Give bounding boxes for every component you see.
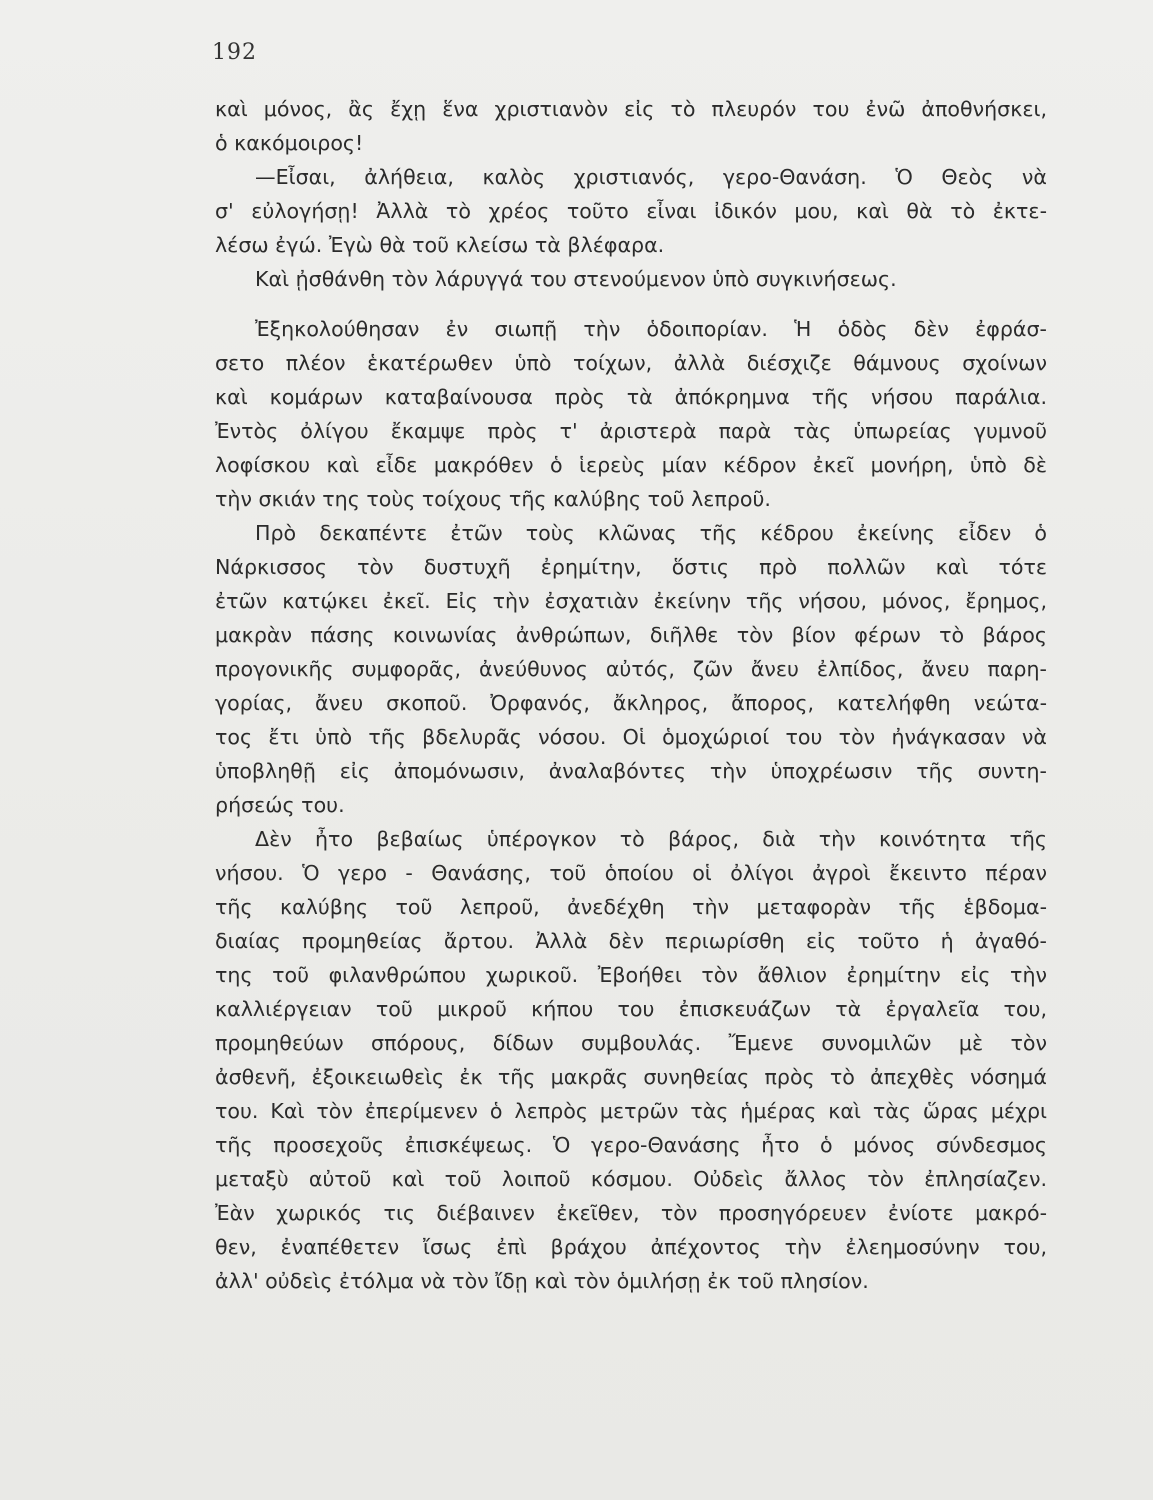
text-line: της τοῦ φιλανθρώπου χωρικοῦ. Ἐβοήθει τὸν ἄθλιον ἐρημίτην εἰς τὴν bbox=[215, 963, 1047, 987]
text-line: Δὲν ἦτο βεβαίως ὑπέρογκον τὸ βάρος, διὰ τὴν κοινότητα τῆς bbox=[255, 827, 1047, 851]
text-line: τος ἔτι ὑπὸ τῆς βδελυρᾶς νόσου. Οἱ ὁμοχώριοί του τὸν ἠνάγκασαν νὰ bbox=[215, 725, 1047, 749]
text-line: καὶ μόνος, ἂς ἔχῃ ἕνα χριστιανὸν εἰς τὸ πλευρόν του ἐνῶ ἀποθνήσκει, bbox=[215, 97, 1047, 121]
text-line: Ἐὰν χωρικός τις διέβαινεν ἐκεῖθεν, τὸν προσηγόρευεν ἐνίοτε μακρό- bbox=[215, 1201, 1047, 1225]
text-line: διαίας προμηθείας ἄρτου. Ἀλλὰ δὲν περιωρίσθη εἰς τοῦτο ἡ ἀγαθό- bbox=[215, 929, 1047, 953]
paragraph bbox=[215, 822, 1047, 1298]
text-line: ὁ κακόμοιρος! bbox=[215, 131, 364, 155]
text-line: τῆς καλύβης τοῦ λεπροῦ, ἀνεδέχθη τὴν μεταφορὰν τῆς ἑβδομα- bbox=[215, 895, 1047, 919]
text-line: προμηθεύων σπόρους, δίδων συμβουλάς. Ἔμενε συνομιλῶν μὲ τὸν bbox=[215, 1031, 1047, 1055]
text-line: τὴν σκιάν της τοὺς τοίχους τῆς καλύβης τοῦ λεπροῦ. bbox=[215, 487, 771, 511]
text-line: ἀλλ' οὐδεὶς ἐτόλμα νὰ τὸν ἴδῃ καὶ τὸν ὁμιλήσῃ ἐκ τοῦ πλησίον. bbox=[215, 1269, 869, 1293]
text-line: μεταξὺ αὐτοῦ καὶ τοῦ λοιποῦ κόσμου. Οὐδεὶς ἄλλος τὸν ἐπλησίαζεν. bbox=[215, 1167, 1047, 1191]
text-line: μακρὰν πάσης κοινωνίας ἀνθρώπων, διῆλθε τὸν βίον φέρων τὸ βάρος bbox=[215, 623, 1047, 647]
text-line: θεν, ἐναπέθετεν ἴσως ἐπὶ βράχου ἀπέχοντος τὴν ἐλεημοσύνην του, bbox=[215, 1235, 1047, 1259]
text-line: Καὶ ᾐσθάνθη τὸν λάρυγγά του στενούμενον ὑπὸ συγκινήσεως. bbox=[255, 267, 897, 291]
paragraph bbox=[215, 92, 1047, 160]
text-line: καὶ κομάρων καταβαίνουσα πρὸς τὰ ἀπόκρημνα τῆς νήσου παράλια. bbox=[215, 385, 1047, 409]
text-line: προγονικῆς συμφορᾶς, ἀνεύθυνος αὐτός, ζῶν ἄνευ ἐλπίδος, ἄνευ παρη- bbox=[215, 657, 1047, 681]
text-line: λοφίσκου καὶ εἶδε μακρόθεν ὁ ἱερεὺς μίαν κέδρον ἐκεῖ μονήρη, ὑπὸ δὲ bbox=[215, 453, 1047, 477]
text-line: Νάρκισσος τὸν δυστυχῆ ἐρημίτην, ὅστις πρὸ πολλῶν καὶ τότε bbox=[215, 555, 1047, 579]
text-line: σ' εὐλογήσῃ! Ἀλλὰ τὸ χρέος τοῦτο εἶναι ἰδικόν μου, καὶ θὰ τὸ ἐκτε- bbox=[215, 199, 1047, 223]
text-line: λέσω ἐγώ. Ἐγὼ θὰ τοῦ κλείσω τὰ βλέφαρα. bbox=[215, 233, 665, 257]
text-line: —Εἶσαι, ἀλήθεια, καλὸς χριστιανός, γερο-Θανάση. Ὁ Θεὸς νὰ bbox=[255, 165, 1047, 189]
paragraph bbox=[215, 262, 1047, 296]
paragraph bbox=[215, 160, 1047, 262]
text-line: τῆς προσεχοῦς ἐπισκέψεως. Ὁ γερο-Θανάσης ἦτο ὁ μόνος σύνδεσμος bbox=[215, 1133, 1047, 1157]
body-text bbox=[215, 92, 1047, 1298]
text-line: νήσου. Ὁ γερο - Θανάσης, τοῦ ὁποίου οἱ ὀλίγοι ἀγροὶ ἔκειντο πέραν bbox=[215, 861, 1047, 885]
page-number: 192 bbox=[212, 40, 257, 65]
text-line: Ἐντὸς ὀλίγου ἔκαμψε πρὸς τ' ἀριστερὰ παρὰ τὰς ὑπωρείας γυμνοῦ bbox=[215, 419, 1047, 443]
text-line: ρήσεώς του. bbox=[215, 793, 345, 817]
text-line: ἐτῶν κατῴκει ἐκεῖ. Εἰς τὴν ἐσχατιὰν ἐκείνην τῆς νήσου, μόνος, ἔρημος, bbox=[215, 589, 1047, 613]
text-line: καλλιέργειαν τοῦ μικροῦ κήπου του ἐπισκευάζων τὰ ἐργαλεῖα του, bbox=[215, 997, 1047, 1021]
text-line: Πρὸ δεκαπέντε ἐτῶν τοὺς κλῶνας τῆς κέδρου ἐκείνης εἶδεν ὁ bbox=[255, 521, 1047, 545]
paragraph bbox=[215, 516, 1047, 822]
text-line: του. Καὶ τὸν ἐπερίμενεν ὁ λεπρὸς μετρῶν τὰς ἡμέρας καὶ τὰς ὥρας μέχρι bbox=[215, 1099, 1047, 1123]
text-line: γορίας, ἄνευ σκοποῦ. Ὀρφανός, ἄκληρος, ἄπορος, κατελήφθη νεώτα- bbox=[215, 691, 1047, 715]
text-line: σετο πλέον ἑκατέρωθεν ὑπὸ τοίχων, ἀλλὰ διέσχιζε θάμνους σχοίνων bbox=[215, 351, 1047, 375]
paragraph bbox=[215, 312, 1047, 516]
text-line: ἀσθενῆ, ἐξοικειωθεὶς ἐκ τῆς μακρᾶς συνηθείας πρὸς τὸ ἀπεχθὲς νόσημά bbox=[215, 1065, 1047, 1089]
text-line: ὑποβληθῇ εἰς ἀπομόνωσιν, ἀναλαβόντες τὴν ὑποχρέωσιν τῆς συντη- bbox=[215, 759, 1047, 783]
text-line: Ἐξηκολούθησαν ἐν σιωπῇ τὴν ὁδοιπορίαν. Ἡ ὁδὸς δὲν ἐφράσ- bbox=[255, 317, 1047, 341]
